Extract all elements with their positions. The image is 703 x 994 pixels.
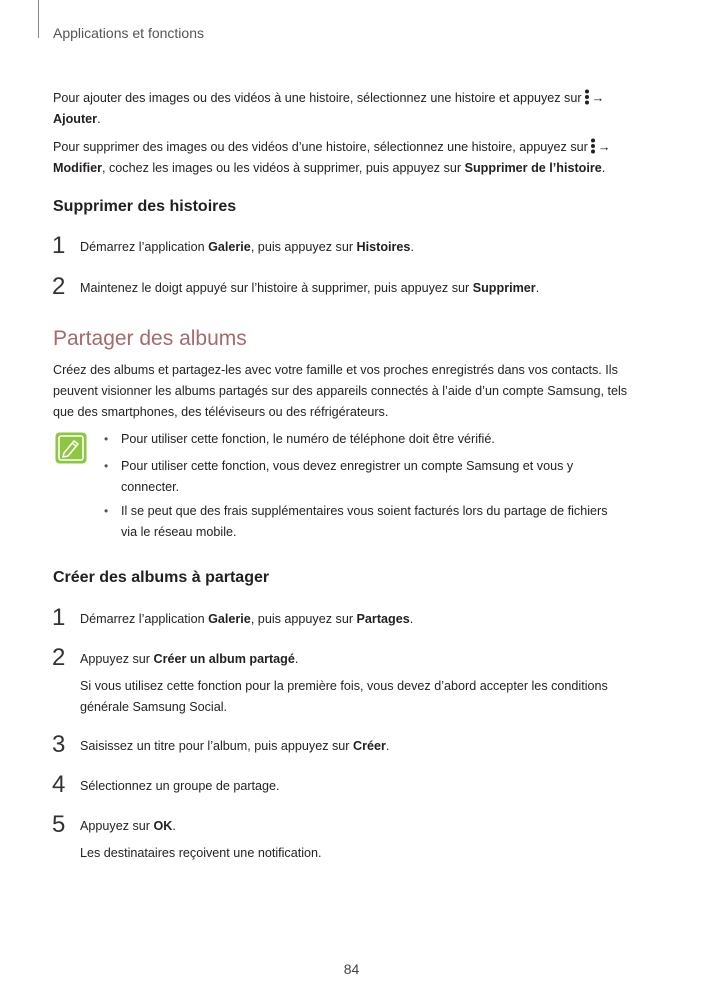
step-number: 2 bbox=[52, 644, 66, 671]
note-bullet: • bbox=[104, 432, 109, 446]
step-subtext: Si vous utilisez cette fonction pour la première fois, vous devez d’abord accepter les conditions générale Samsung Social. bbox=[80, 679, 608, 714]
step-number: 5 bbox=[52, 811, 66, 838]
step-text: Saisissez un titre pour l’album, puis appuyez sur Créer. bbox=[80, 739, 390, 753]
header-rule bbox=[38, 0, 39, 38]
step-number: 1 bbox=[52, 232, 66, 259]
section-title-delete-stories: Supprimer des histoires bbox=[53, 198, 237, 215]
note-icon bbox=[54, 431, 88, 465]
section-title-share-albums: Partager des albums bbox=[53, 327, 247, 350]
share-description: Créez des albums et partagez-les avec votre famille et vos proches enregistrés dans vos contacts. Ils peuvent visionner les albums partagés sur des appareils connectés à l’aide d’un compte Samsung, tels que des smartphones, des téléviseurs ou des réfrigérateurs. bbox=[53, 363, 628, 419]
step-text: Maintenez le doigt appuyé sur l’histoire à supprimer, puis appuyez sur Supprimer. bbox=[80, 281, 540, 295]
more-options-icon bbox=[584, 89, 590, 105]
page-header: Applications et fonctions bbox=[53, 25, 204, 41]
step-number: 4 bbox=[52, 771, 66, 798]
note-item: Pour utiliser cette fonction, vous devez enregistrer un compte Samsung et vous y connecter. bbox=[121, 459, 574, 494]
note-bullet: • bbox=[104, 459, 109, 473]
step-text: Sélectionnez un groupe de partage. bbox=[80, 779, 280, 793]
step-number: 1 bbox=[52, 604, 66, 631]
step-text: Appuyez sur OK. bbox=[80, 819, 176, 833]
step-text: Démarrez l’application Galerie, puis appuyez sur Partages. bbox=[80, 612, 414, 626]
intro-paragraph-remove: Pour supprimer des images ou des vidéos d’une histoire, sélectionnez une histoire, appuyez sur → Modifier, cochez les images ou les vidéos à supprimer, puis appuyez sur Supprimer de l’histoire. bbox=[53, 140, 611, 175]
note-bullet: • bbox=[104, 504, 109, 518]
step-number: 2 bbox=[52, 273, 66, 300]
intro-paragraph-add: Pour ajouter des images ou des vidéos à une histoire, sélectionnez une histoire et appuyez sur → Ajouter. bbox=[53, 91, 605, 126]
step-text: Appuyez sur Créer un album partagé. bbox=[80, 652, 299, 666]
more-options-icon bbox=[590, 138, 596, 154]
page-number: 84 bbox=[343, 961, 360, 977]
note-item: Il se peut que des frais supplémentaires vous soient facturés lors du partage de fichiers via le réseau mobile. bbox=[121, 504, 608, 539]
step-number: 3 bbox=[52, 731, 66, 758]
section-title-create-albums: Créer des albums à partager bbox=[53, 569, 270, 586]
step-subtext: Les destinataires reçoivent une notification. bbox=[80, 846, 322, 860]
note-item: Pour utiliser cette fonction, le numéro de téléphone doit être vérifié. bbox=[121, 432, 495, 446]
step-text: Démarrez l’application Galerie, puis appuyez sur Histoires. bbox=[80, 240, 414, 254]
